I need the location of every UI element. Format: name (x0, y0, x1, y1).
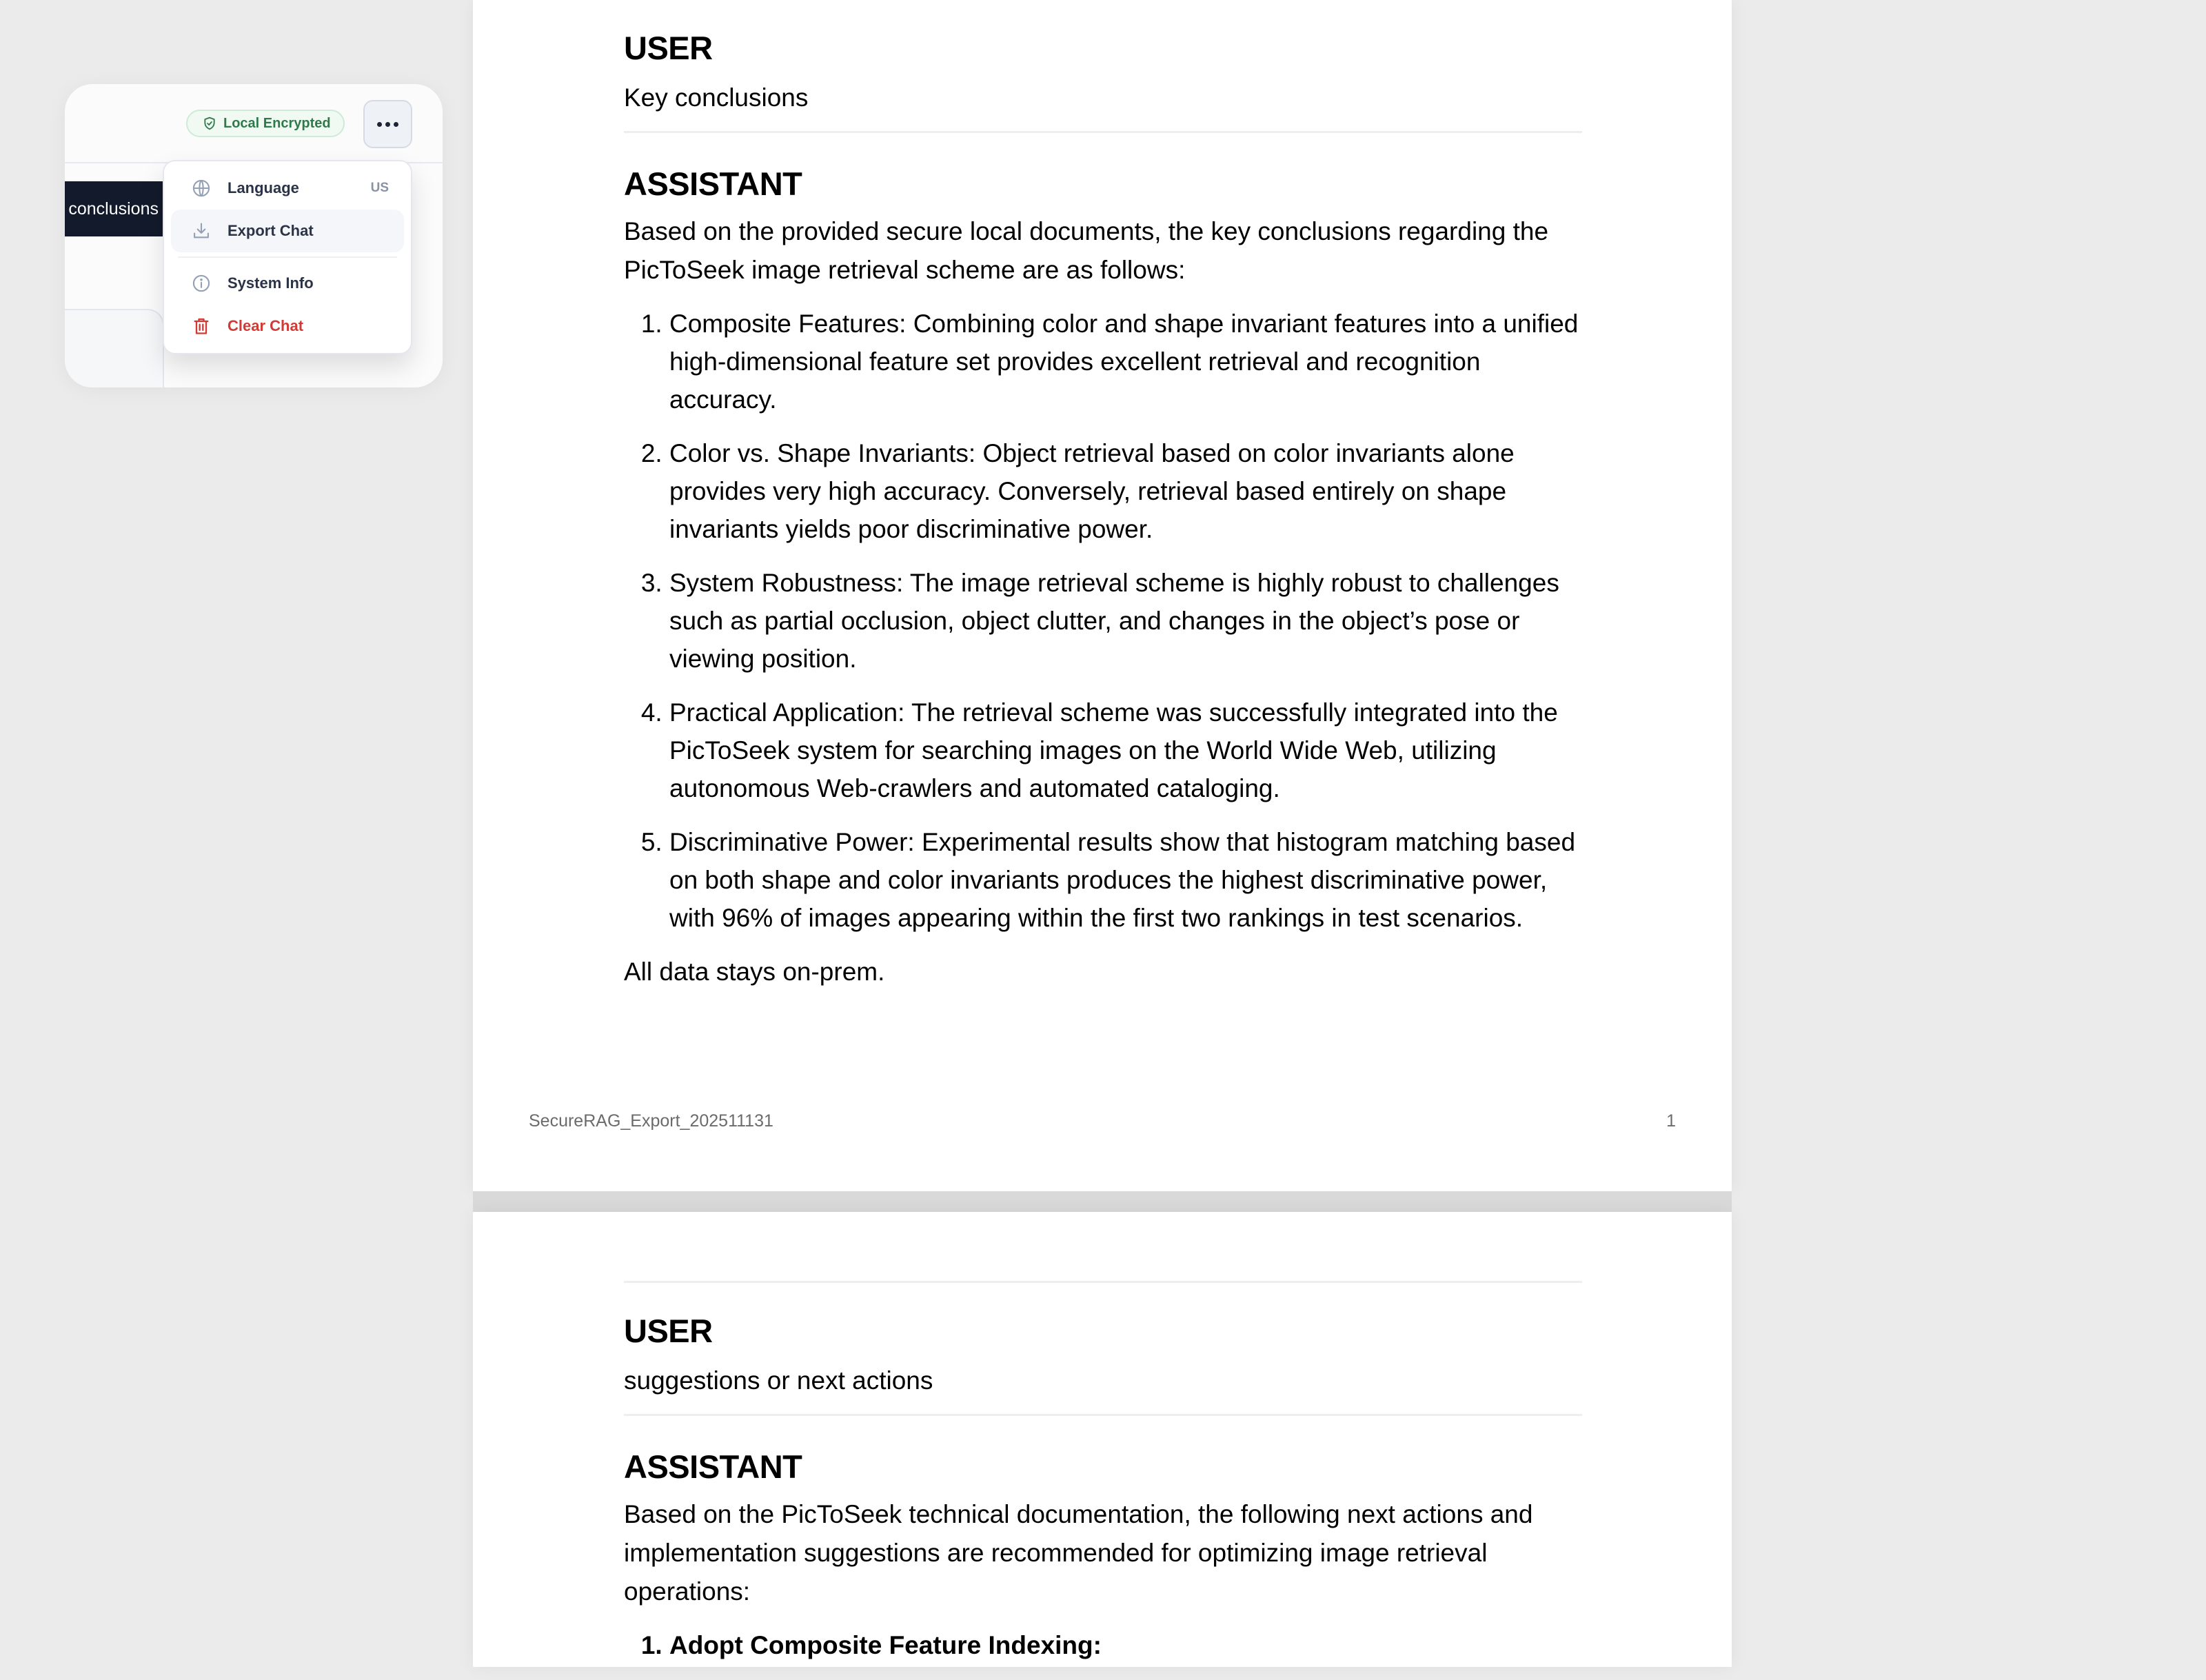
list-item: 2. Color vs. Shape Invariants: Object retrieval based on color invariants alone provides very high accuracy. Conversely, retrieval based entirely on shape invariants yields poor discriminative power. (669, 434, 1582, 548)
assistant-intro: Based on the provided secure local documents, the key conclusions regarding the PicToSeek image retrieval scheme are as follows: (624, 216, 1549, 284)
user-message: Key conclusions (624, 83, 809, 112)
menu-item-export-chat[interactable] (171, 210, 404, 252)
page-content (624, 1281, 1582, 1680)
active-chat-item[interactable]: conclusions (65, 181, 163, 236)
side-panel (65, 309, 164, 387)
conclusions-list (624, 305, 1582, 937)
list-item: 1. Composite Features: Combining color and shape invariant features into a unified high-dimensional feature set provides excellent retrieval and recognition accuracy. (669, 305, 1582, 418)
more-horizontal-icon (394, 122, 398, 127)
menu-item-system-info[interactable] (171, 262, 404, 305)
menu-item-clear-chat[interactable] (171, 305, 404, 347)
page-footer (529, 1111, 1676, 1131)
more-options-button[interactable] (363, 100, 412, 148)
menu-item-label: Export Chat (227, 222, 314, 239)
info-icon (192, 274, 211, 293)
suggestions-list (624, 1626, 1582, 1664)
page-gap (473, 1191, 1732, 1212)
menu-item-label: Clear Chat (227, 317, 304, 334)
security-badge (186, 110, 345, 137)
document-page-1 (473, 0, 1732, 1191)
page-number: 1 (1666, 1111, 1676, 1131)
language-code: US (370, 181, 389, 195)
message-divider (624, 1281, 1582, 1283)
list-item: 4. Practical Application: The retrieval scheme was successfully integrated into the PicToSeek system for searching images on the World Wide Web, utilizing autonomous Web-crawlers and automated cataloging. (669, 694, 1582, 807)
message-role-assistant: ASSISTANT (624, 165, 802, 203)
message-role-user: USER (624, 30, 713, 66)
list-item: 3. System Robustness: The image retrieval scheme is highly robust to challenges such as partial occlusion, object clutter, and changes in the object’s pose or viewing position. (669, 564, 1582, 678)
download-icon (192, 221, 211, 241)
trash-icon (192, 316, 211, 336)
more-horizontal-icon (385, 122, 390, 127)
message-role-assistant: ASSISTANT (624, 1448, 802, 1486)
assistant-intro: Based on the PicToSeek technical documentation, the following next actions and implementation suggestions are recommended for optimizing image retrieval operations: (624, 1499, 1533, 1606)
security-badge-label: Local Encrypted (223, 115, 331, 131)
more-horizontal-icon (377, 122, 382, 127)
message-role-user: USER (624, 1313, 713, 1349)
document-page-2 (473, 1212, 1732, 1667)
message-divider (624, 131, 1582, 133)
menu-item-label: System Info (227, 274, 314, 292)
list-item: 1. Adopt Composite Feature Indexing: (669, 1626, 1582, 1664)
menu-divider (178, 256, 397, 258)
export-filename: SecureRAG_Export_202511131 (529, 1111, 773, 1131)
list-item: 5. Discriminative Power: Experimental results show that histogram matching based on both shape and color invariants produces the highest discriminative power, with 96% of images appearing within the first two rankings in test scenarios. (669, 823, 1582, 937)
shield-check-icon (203, 116, 216, 131)
globe-icon (192, 179, 211, 198)
page-content (624, 29, 1582, 991)
assistant-outro: All data stays on-prem. (624, 957, 885, 986)
user-message: suggestions or next actions (624, 1366, 933, 1395)
options-menu (163, 160, 412, 354)
message-divider (624, 1414, 1582, 1416)
menu-item-language[interactable] (171, 167, 404, 210)
menu-item-label: Language (227, 179, 299, 196)
